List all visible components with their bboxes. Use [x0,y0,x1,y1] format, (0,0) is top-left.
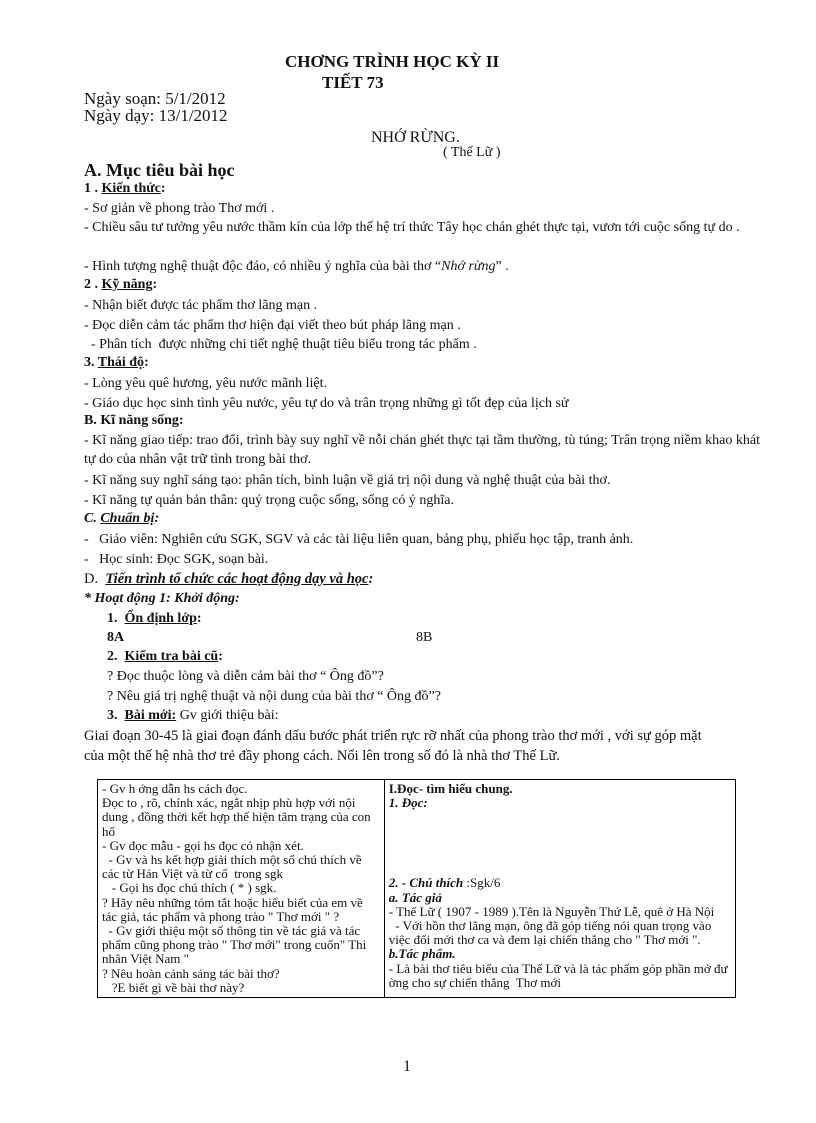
table-left-line: - Gv giới thiệu một số thông tin về tác giả và tác phẩm cũng phong trào " Thơ mới" trong cuốn" Thi nhân Việt Nam " [102,923,370,967]
knowledge-item-2: - Chiều sâu tư tưởng yêu nước thầm kín của lớp thế hệ trí thức Tây học chán ghét thực tại, vươn tới cuộc sống tự do . [84,220,740,235]
teacher-activities-cell [98,780,385,998]
lesson-table [97,779,741,998]
skills-item-3: - Phân tích được những chi tiết nghệ thuật tiêu biểu trong tác phẩm . [84,337,477,352]
doc-title-line2: TIẾT 73 [322,73,384,92]
life-skill-1: - Kĩ năng giao tiếp: trao đổi, trình bày suy nghĩ về nỗi chán ghét thực tại tầm thường, tù túng; Trân trọng niềm khao khát tự do của nhân vật trữ tình trong bài thơ. [84,433,760,467]
section-c-heading: C. Chuẩn bị: [84,511,160,526]
review-question-1: ? Đọc thuộc lòng và diễn cảm bài thơ “ Ông đồ”? [107,669,384,684]
page-number: 1 [403,1058,411,1075]
section-a-heading: A. Mục tiêu bài học [84,160,235,180]
knowledge-item-3 [84,257,760,276]
table-left-line: ?E biết gì về bài thơ này? [102,979,245,995]
life-skill-3: - Kĩ năng tự quản bản thân: quý trọng cuộc sống, sống có ý nghĩa. [84,493,454,508]
step-1-title: Ổn định lớp [124,611,197,626]
table-left-line: - Gv và hs kết hợp giải thích một số chú thích về các từ Hán Việt và từ cổ trong sgk [102,852,365,882]
knowledge-item-1: - Sơ giản về phong trào Thơ mới . [84,201,275,216]
table-left-line: - Gv đọc mẫu - gọi hs đọc có nhận xét. [102,837,304,853]
table-left-line: Đọc to , rõ, chính xác, ngắt nhịp phù hợp với nội dung , đồng thời kết hợp thể hiện tâm trạng của con hổ [102,795,371,839]
life-skill-2: - Kĩ năng suy nghĩ sáng tạo: phân tích, bình luận về giá trị nội dung và nghệ thuật của bài thơ. [84,473,611,488]
step-2-title: Kiểm tra bài cũ [124,649,219,664]
attitude-title: Thái độ [97,355,145,370]
content-cell [384,780,741,998]
knowledge-heading: 1 . Kiến thức: [84,181,166,196]
date-prepared: Ngày soạn: 5/1/2012 [84,89,226,108]
step-2-num: 2. [107,649,125,664]
notes-label: 2. - Chú thích [388,875,467,891]
class-8a: 8A [107,630,125,645]
prep-teacher: - Giáo viên: Nghiên cứu SGK, SGV và các tài liệu liên quan, bảng phụ, phiếu học tập, tranh ảnh. [84,532,634,547]
section-c-letter: C. [84,511,101,526]
section-c-title: Chuẩn bị [100,511,155,526]
table-left-line: - Gọi hs đọc chú thích ( * ) sgk. [102,880,277,896]
attitude-num: 3. [84,355,98,370]
notes-line [389,876,731,890]
skills-title: Kỹ năng [101,277,153,292]
reading-section-heading: I.Đọc- tìm hiểu chung. [388,781,513,796]
table-row [98,780,736,998]
attitude-item-1: - Lòng yêu quê hương, yêu nước mãnh liệt. [84,376,328,391]
section-b-heading: B. Kĩ năng sống: [84,413,184,428]
skills-item-2: - Đọc diễn cảm tác phẩm thơ hiện đại viết theo bút pháp lãng mạn . [84,318,461,333]
work-text: - Là bài thơ tiêu biểu của Thế Lữ và là tác phẩm góp phần mở đư ờng cho sự chiến thắng Thơ mới [388,960,741,990]
author-item: - Với hồn thơ lãng mạn, ông đã góp tiếng nói quan trọng vào việc đổi mới thơ ca và đem lại chiến thắng cho " Thơ mới ". [388,918,715,948]
poem-title: NHỚ RỪNG. [371,129,460,146]
step-3-title: Bài mới: [124,708,177,723]
reading-subheading: 1. Đọc: [388,795,428,811]
knowledge-item-3-text: - Hình tượng nghệ thuật độc đáo, có nhiều ý nghĩa của bài thơ “ [84,259,442,274]
step-2-heading: 2. Kiểm tra bài cũ: [107,649,223,664]
knowledge-poem-ref: Nhớ rừng [441,259,496,274]
author-label: a. Tác giả [388,889,442,905]
table-left-line: ? Hãy nêu những tóm tắt hoặc hiểu biết của em về tác giả, tác phẩm và phong trào " Thơ mới " ? [102,894,363,924]
skills-num: 2 . [84,277,102,292]
step-3-heading [107,707,278,726]
step-3-num: 3. [107,708,125,723]
date-taught: Ngày dạy: 13/1/2012 [84,106,228,125]
work-label: b.Tác phẩm. [388,946,456,962]
skills-heading: 2 . Kỹ năng: [84,277,158,292]
step-1-heading: 1. Ổn định lớp: [107,611,202,626]
attitude-heading: 3. Thái độ: [84,355,149,370]
author-item: - Thế Lữ ( 1907 - 1989 ).Tên là Nguyễn Thứ Lễ, quê ở Hà Nội [388,903,715,919]
notes-text: :Sgk/6 [466,875,501,891]
class-8b: 8B [416,630,433,645]
table-left-line: ? Nêu hoàn cảnh sáng tác bài thơ? [102,965,280,981]
poem-author: ( Thế Lữ ) [443,145,501,160]
section-d-letter: D. [84,571,106,587]
step-3-text: Gv giới thiệu bài: [176,708,279,723]
knowledge-item-3-end: ” . [495,259,509,274]
doc-title-line1: CHƠNG TRÌNH HỌC KỲ II [285,52,500,71]
table-left-line: - Gv h ớng dẫn hs cách đọc. [102,781,248,796]
section-d-title: Tiến trình tổ chức các hoạt động dạy và học [105,571,369,587]
skills-item-1: - Nhận biết được tác phẩm thơ lãng mạn . [84,298,318,313]
attitude-item-2: - Giáo dục học sinh tình yêu nước, yêu tự do và trân trọng những gì tốt đẹp của lịch sử [84,396,569,411]
section-d-heading: D. Tiến trình tổ chức các hoạt động dạy và học: [84,571,374,587]
activity-1-heading: * Hoạt động 1: Khởi động: [84,591,240,606]
step-1-num: 1. [107,611,125,626]
knowledge-num: 1 . [84,181,102,196]
prep-student: - Học sinh: Đọc SGK, soạn bài. [84,552,269,567]
lesson-intro: Giai đoạn 30-45 là giai đoạn đánh dấu bước phát triển rực rỡ nhất của phong trào thơ mới , với sự góp mặt của một thế hệ nhà thơ trẻ đầy phong cách. Nổi lên trong số đó là nhà thơ Thế Lữ. [84,728,702,764]
review-question-2: ? Nêu giá trị nghệ thuật và nội dung của bài thơ “ Ông đồ”? [107,689,441,704]
knowledge-title: Kiến thức [101,181,161,196]
